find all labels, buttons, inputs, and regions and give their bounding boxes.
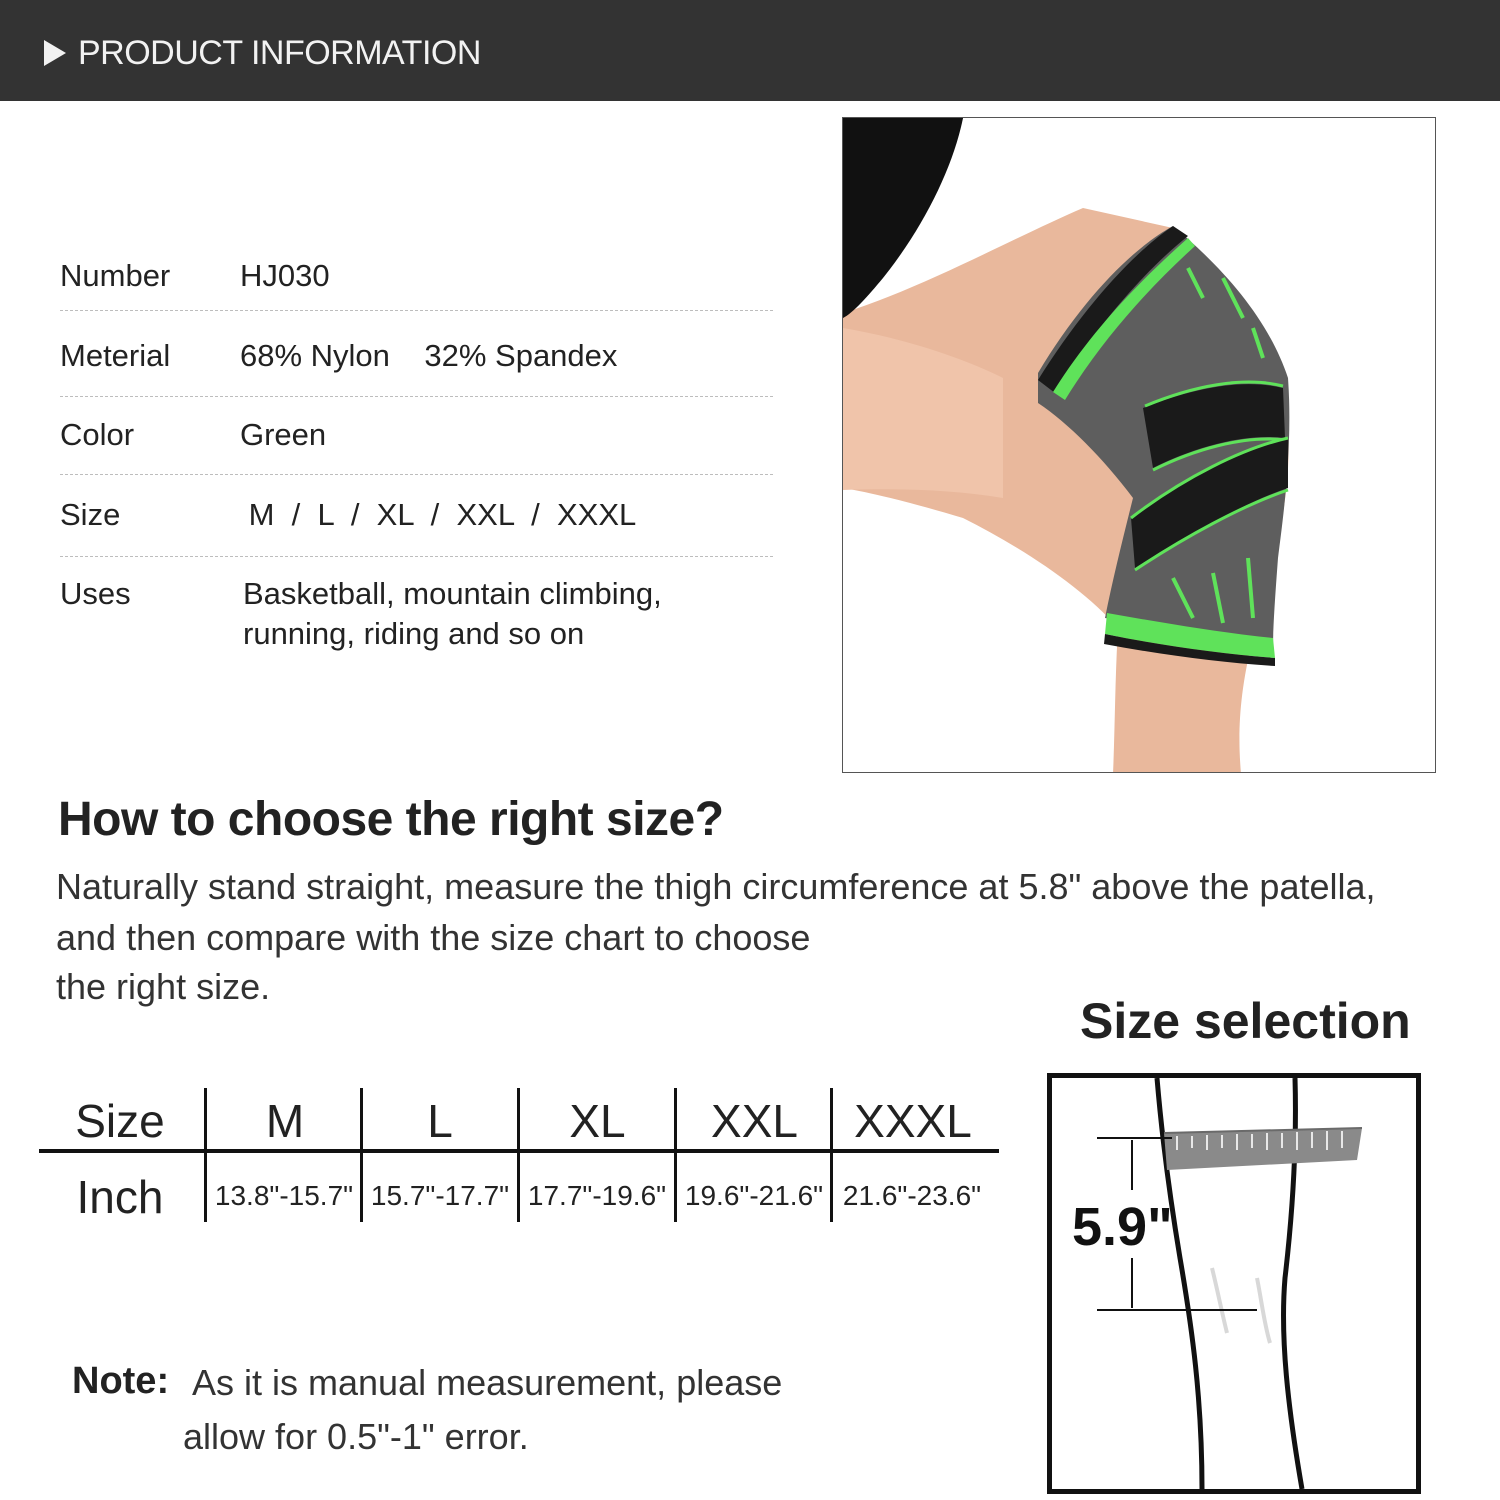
spec-value: HJ030 <box>240 258 330 293</box>
spec-row-number <box>60 258 773 311</box>
spec-row-size <box>60 497 773 557</box>
table-cell-m: 13.8"-15.7" <box>214 1180 354 1211</box>
spec-row-color <box>60 417 773 475</box>
spec-value: M / L / XL / XXL / XXXL <box>240 497 637 532</box>
spec-value-line1: Basketball, mountain climbing, <box>243 576 662 611</box>
size-selection-diagram <box>1047 1073 1421 1494</box>
table-cell-xl: 17.7"-19.6" <box>527 1180 667 1211</box>
note-label: Note: <box>72 1360 170 1402</box>
knee-sleeve-illustration <box>843 118 1436 773</box>
note-line-2: allow for 0.5"-1" error. <box>183 1416 529 1457</box>
spec-value: 68% Nylon 32% Spandex <box>240 338 618 373</box>
table-cell-l: 15.7"-17.7" <box>370 1180 510 1211</box>
spec-label: Size <box>60 497 121 532</box>
table-header-l: L <box>427 1095 453 1147</box>
table-cell-xxxl: 21.6"-23.6" <box>842 1180 982 1211</box>
guide-line-3: the right size. <box>56 966 271 1007</box>
table-header-m: M <box>265 1095 305 1147</box>
table-header-xl: XL <box>569 1095 626 1147</box>
header-title: PRODUCT INFORMATION <box>78 34 481 72</box>
measure-label: 5.9" <box>1072 1197 1173 1257</box>
table-col-line <box>830 1088 833 1222</box>
table-header-xxl: XXL <box>711 1095 798 1147</box>
guide-heading: How to choose the right size? <box>58 793 724 846</box>
spec-label: Meterial <box>60 338 171 373</box>
spec-label: Number <box>60 258 171 293</box>
table-col-line <box>360 1088 363 1222</box>
guide-line-2: and then compare with the size chart to choose <box>56 917 811 958</box>
table-header-xxxl: XXXL <box>854 1095 972 1147</box>
table-row-label: Inch <box>76 1171 164 1223</box>
header-bar <box>0 0 1500 101</box>
spec-row-uses <box>60 576 773 666</box>
table-header-label: Size <box>75 1095 165 1147</box>
table-col-line <box>204 1088 207 1222</box>
spec-label: Color <box>60 417 135 452</box>
table-col-line <box>517 1088 520 1222</box>
table-col-line <box>674 1088 677 1222</box>
guide-line-1: Naturally stand straight, measure the thigh circumference at 5.8" above the patella, <box>56 866 1376 907</box>
spec-row-material <box>60 338 773 397</box>
spec-label: Uses <box>60 576 131 611</box>
size-selection-title: Size selection <box>1080 993 1411 1049</box>
spec-value-line2: running, riding and so on <box>243 616 585 651</box>
table-cell-xxl: 19.6"-21.6" <box>684 1180 824 1211</box>
leg-measure-illustration <box>1052 1078 1416 1489</box>
play-triangle-icon <box>44 40 66 66</box>
product-photo <box>842 117 1436 773</box>
note-line-1: As it is manual measurement, please <box>192 1362 783 1403</box>
spec-value: Green <box>240 417 327 452</box>
